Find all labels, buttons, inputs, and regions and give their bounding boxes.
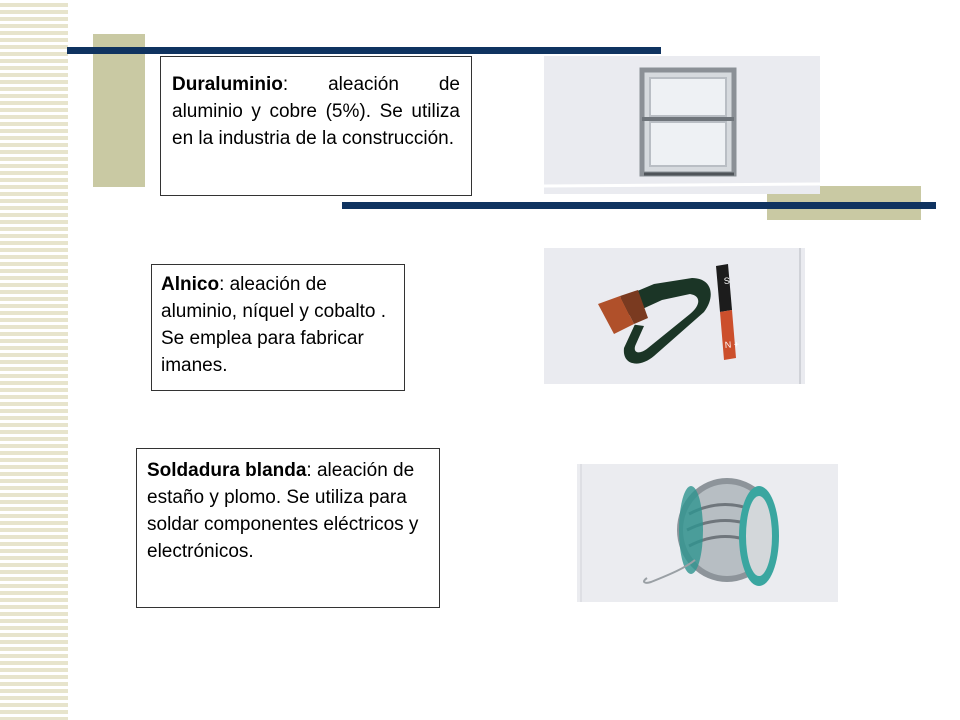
navy-rule-middle (342, 202, 936, 209)
left-striped-margin (0, 0, 68, 720)
alnico-term: Alnico (161, 274, 220, 295)
magnets-photo (544, 248, 805, 384)
duraluminio-term: Duraluminio (172, 74, 283, 95)
window-frame-photo (544, 56, 820, 194)
solder-spool-photo (577, 464, 838, 602)
magnet-n-label: N + (724, 339, 740, 350)
soldadura-term: Soldadura blanda (147, 460, 307, 481)
soldadura-description: : aleación de estaño y plomo. Se utiliza para soldar componentes eléctricos y electrónicos. (147, 460, 419, 562)
duraluminio-description: : aleación de aluminio y cobre (5%). Se utiliza en la industria de la construcción. (172, 74, 460, 149)
alnico-textbox (151, 264, 405, 391)
khaki-block-top-left (93, 34, 145, 187)
navy-rule-top (67, 47, 661, 54)
soldadura-textbox (136, 448, 440, 608)
window-frame-icon (642, 70, 734, 174)
alnico-description: : aleación de aluminio, níquel y cobalto . Se emplea para fabricar imanes. (161, 274, 386, 376)
magnet-s-label: S (723, 275, 731, 286)
duraluminio-textbox (160, 56, 472, 196)
